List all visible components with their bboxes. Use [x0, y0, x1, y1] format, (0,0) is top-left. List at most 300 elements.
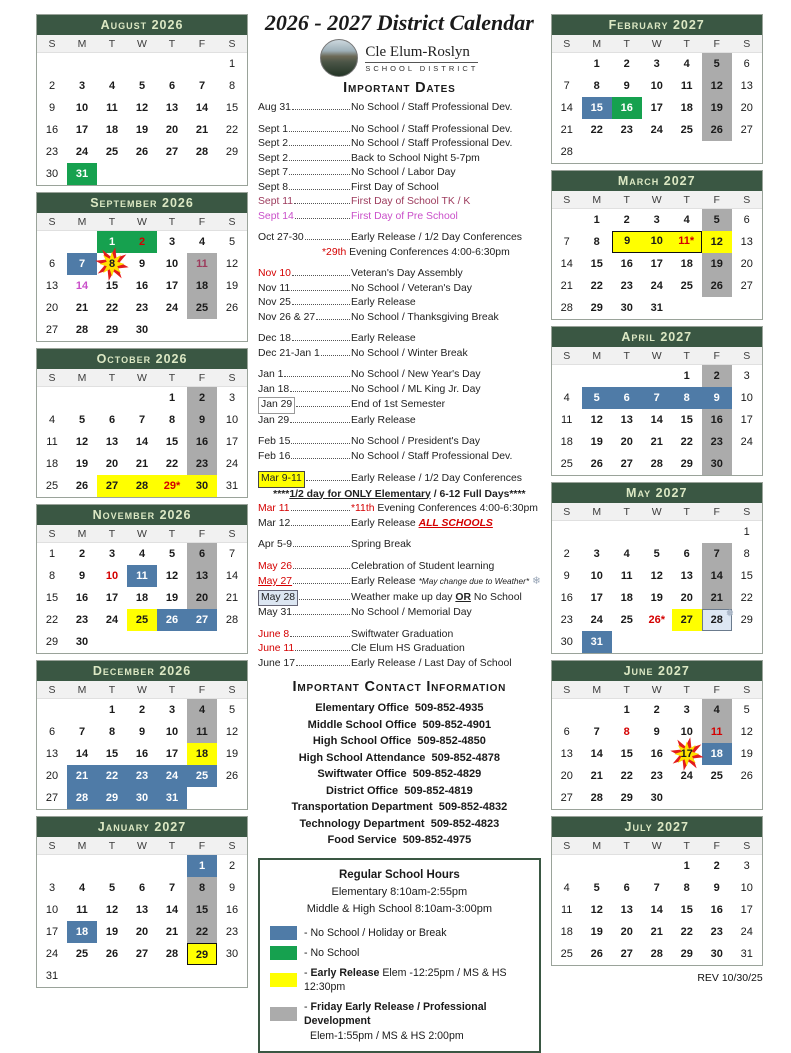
- day-cell: [127, 387, 157, 409]
- important-dates-list: [258, 101, 541, 671]
- day-cell: [642, 141, 672, 163]
- day-cell: 6: [48, 258, 56, 270]
- day-cell: [157, 319, 187, 341]
- day-cell: 7: [138, 414, 146, 426]
- weekday-label: M: [77, 372, 87, 384]
- day-cell: 1: [228, 58, 236, 70]
- day-cell: 18: [187, 275, 217, 297]
- day-cell: 11: [187, 253, 217, 275]
- dot-leader: [289, 145, 350, 146]
- contact-row: Technology Department 509-852-4823: [299, 817, 500, 830]
- day-cell: [582, 365, 612, 387]
- day-cell: [127, 631, 157, 653]
- day-cell: 3: [653, 214, 660, 226]
- date-left: [258, 606, 351, 621]
- day-cell: 4: [683, 214, 690, 226]
- day-cell: 29: [680, 458, 693, 470]
- day-cell: 13: [135, 904, 149, 916]
- dot-leader: [299, 599, 350, 600]
- day-cell: 4: [563, 392, 570, 404]
- day-cell: 12: [590, 414, 603, 426]
- dot-leader: [293, 568, 350, 569]
- date-desc: [351, 383, 481, 398]
- day-cell: 13: [165, 102, 179, 114]
- day-cell: 19: [702, 97, 732, 119]
- contact-row: Middle School Office 509-852-4901: [307, 718, 492, 731]
- day-cell: 19: [105, 926, 119, 938]
- weekday-label: S: [743, 684, 751, 696]
- day-cell: 6: [612, 387, 642, 409]
- important-date-row: [258, 231, 541, 246]
- day-cell: 30: [225, 948, 239, 960]
- date-desc-text: OR: [455, 591, 471, 603]
- date-left: [258, 657, 351, 672]
- weekday-label: S: [743, 38, 751, 50]
- important-date-row: [258, 296, 541, 311]
- day-number: 28: [710, 614, 723, 626]
- weekday-label: T: [168, 840, 176, 852]
- day-cell: 7: [67, 253, 97, 275]
- day-cell: [97, 631, 127, 653]
- day-cell: 3: [683, 704, 690, 716]
- day-cell: [187, 965, 217, 987]
- month-card-september-2026: [36, 192, 248, 342]
- day-cell: 20: [45, 770, 59, 782]
- contact-row: High School Office 509-852-4850: [312, 735, 486, 747]
- date-desc: [351, 231, 522, 246]
- day-cell: 21: [165, 926, 179, 938]
- right-month-column: [551, 14, 763, 1024]
- date-left: [258, 101, 351, 116]
- weekday-label: W: [651, 684, 662, 696]
- weekday-label: W: [137, 216, 147, 228]
- day-cell: [702, 787, 732, 809]
- weekday-label: S: [228, 38, 236, 50]
- day-cell: 24: [225, 458, 239, 470]
- date-desc-text: No School: [470, 591, 522, 603]
- weekday-label: S: [228, 684, 236, 696]
- legend-row: [270, 966, 529, 994]
- day-cell: 5: [228, 704, 236, 716]
- day-cell: 8: [593, 80, 600, 92]
- legend-text: Elem -12:25pm / MS & HS 12:30pm: [304, 966, 507, 993]
- day-cell: [642, 631, 672, 653]
- weekday-label: T: [168, 216, 176, 228]
- weekday-label: S: [743, 506, 751, 518]
- day-cell: 3: [78, 80, 86, 92]
- weekday-label: S: [48, 216, 56, 228]
- day-cell: 14: [702, 565, 732, 587]
- day-cell: 3: [593, 548, 600, 560]
- weekday-label: S: [743, 194, 751, 206]
- day-cell: 3: [168, 236, 176, 248]
- day-cell: [127, 53, 157, 75]
- day-cell: 23: [45, 146, 59, 158]
- month-grid: [552, 699, 762, 809]
- day-cell: 19: [75, 458, 89, 470]
- day-cell: 17: [75, 124, 89, 136]
- day-cell: 3: [108, 548, 116, 560]
- day-cell: 10: [105, 570, 119, 582]
- month-grid: [552, 209, 762, 319]
- day-cell: [217, 631, 247, 653]
- day-cell: 25: [75, 948, 89, 960]
- date-desc: [351, 517, 493, 532]
- weekday-label: M: [77, 840, 87, 852]
- important-date-row: [258, 517, 541, 532]
- day-cell: 25: [127, 609, 157, 631]
- day-cell: 17: [225, 436, 239, 448]
- weekday-header: [37, 525, 247, 543]
- day-number: 17: [680, 748, 693, 760]
- day-cell: 19: [225, 280, 239, 292]
- day-cell: 8: [228, 80, 236, 92]
- day-cell: 20: [620, 436, 633, 448]
- day-cell: 10: [165, 258, 179, 270]
- day-cell: 7: [642, 387, 672, 409]
- date-left: [258, 642, 351, 657]
- day-cell: 29: [590, 302, 603, 314]
- date-note: [258, 488, 541, 503]
- day-cell: 11: [106, 102, 118, 114]
- day-cell: 1: [743, 526, 750, 538]
- day-cell: 6: [683, 548, 690, 560]
- day-cell: 12: [740, 726, 753, 738]
- day-cell: 12: [650, 570, 663, 582]
- day-cell: [97, 965, 127, 987]
- weekday-label: W: [651, 840, 662, 852]
- day-cell: 29: [187, 943, 217, 965]
- date-desc: [351, 101, 512, 116]
- date-label: Sept 7: [258, 167, 289, 178]
- day-cell: 29: [105, 324, 119, 336]
- important-date-row: [258, 383, 541, 398]
- day-cell: 4: [683, 58, 690, 70]
- month-card-november-2026: [36, 504, 248, 654]
- weekday-header: [552, 837, 762, 855]
- day-cell: 23: [187, 453, 217, 475]
- day-cell: 9: [228, 882, 236, 894]
- legend-text: -: [304, 1000, 311, 1013]
- day-cell: 3: [653, 58, 660, 70]
- dot-leader: [291, 510, 350, 511]
- day-cell: 2: [78, 548, 86, 560]
- day-cell: 26: [225, 302, 239, 314]
- day-cell: 2: [623, 58, 630, 70]
- day-cell: 30: [45, 168, 59, 180]
- day-cell: 18: [560, 436, 573, 448]
- day-cell: [37, 387, 67, 409]
- day-cell: 3: [48, 882, 56, 894]
- day-cell: 5: [593, 882, 600, 894]
- day-cell: [37, 855, 67, 877]
- day-cell: [67, 965, 97, 987]
- date-left: [258, 231, 351, 246]
- day-cell: 22: [620, 770, 633, 782]
- day-cell: 10: [225, 414, 239, 426]
- day-cell: 26*: [648, 614, 665, 626]
- day-cell: [732, 787, 762, 809]
- important-date-row: [258, 166, 541, 181]
- day-cell: 30: [127, 787, 157, 809]
- contact-row: Transportation Department 509-852-4832: [291, 801, 508, 813]
- day-cell: 9: [138, 258, 146, 270]
- day-cell: 12: [75, 436, 89, 448]
- weekday-label: F: [198, 372, 206, 384]
- day-cell: [97, 253, 127, 275]
- date-desc-text: *11th: [351, 503, 375, 514]
- day-cell: 18: [105, 124, 119, 136]
- day-cell: 24: [590, 614, 603, 626]
- month-grid: [552, 521, 762, 653]
- day-cell: [672, 743, 702, 765]
- day-cell: 27: [165, 146, 179, 158]
- day-cell: 26: [740, 770, 753, 782]
- day-cell: 19: [740, 748, 753, 760]
- day-cell: 22: [680, 436, 693, 448]
- day-cell: 3: [743, 370, 750, 382]
- day-cell: [732, 141, 762, 163]
- legend-label: [304, 926, 447, 940]
- day-cell: 15: [225, 102, 239, 114]
- day-cell: 9: [563, 570, 570, 582]
- day-cell: 29: [620, 792, 633, 804]
- day-cell: 23: [702, 431, 732, 453]
- day-cell: [702, 297, 732, 319]
- day-cell: 25: [680, 124, 693, 136]
- month-card-june-2027: [551, 660, 763, 810]
- day-cell: 31: [157, 787, 187, 809]
- day-cell: 28: [650, 458, 663, 470]
- day-cell: 10: [590, 570, 603, 582]
- legend-row: [270, 946, 529, 960]
- month-grid: [37, 53, 247, 185]
- day-cell: 6: [138, 882, 146, 894]
- day-cell: 23: [560, 614, 573, 626]
- day-cell: 16: [560, 592, 573, 604]
- weekday-header: [552, 681, 762, 699]
- day-cell: 15: [680, 414, 693, 426]
- date-left: [258, 123, 351, 138]
- date-desc-text: / 6-12 Full Days****: [430, 488, 526, 500]
- day-cell: 9: [612, 231, 642, 253]
- weekday-label: T: [683, 840, 690, 852]
- day-cell: 21: [560, 124, 573, 136]
- day-cell: 4: [78, 882, 86, 894]
- day-cell: 10: [740, 882, 753, 894]
- contact-list: [258, 700, 541, 849]
- weekday-label: F: [198, 684, 206, 696]
- important-date-row: [258, 397, 541, 414]
- day-cell: 20: [187, 587, 217, 609]
- date-desc-text: First Day of School: [351, 181, 439, 193]
- day-cell: 2: [713, 860, 720, 872]
- day-cell: 5: [653, 548, 660, 560]
- date-desc: [351, 347, 468, 362]
- date-desc-text: Early Release: [351, 414, 416, 426]
- day-cell: [672, 521, 702, 543]
- day-cell: [187, 631, 217, 653]
- day-cell: 1: [683, 860, 690, 872]
- weekday-label: S: [743, 350, 751, 362]
- weekday-label: F: [198, 38, 206, 50]
- date-desc-text: Veteran's Day Assembly: [351, 268, 463, 279]
- day-cell: 21: [702, 587, 732, 609]
- day-cell: 1: [97, 231, 127, 253]
- day-cell: 14: [560, 258, 573, 270]
- month-grid: [37, 699, 247, 809]
- date-left: [258, 311, 351, 326]
- day-cell: 22: [680, 926, 693, 938]
- day-cell: [552, 365, 582, 387]
- day-cell: 12: [702, 231, 732, 253]
- day-cell: 28: [560, 302, 573, 314]
- day-cell: 13: [740, 236, 753, 248]
- day-cell: 28: [195, 146, 209, 158]
- day-cell: 9: [187, 409, 217, 431]
- page-title: 2026 - 2027 District Calendar: [264, 10, 534, 35]
- weekday-label: M: [77, 38, 87, 50]
- date-desc: [351, 560, 494, 575]
- day-cell: [217, 319, 247, 341]
- weekday-label: S: [48, 684, 56, 696]
- dot-leader: [316, 319, 350, 320]
- date-desc: [351, 538, 411, 553]
- day-cell: 8: [108, 726, 116, 738]
- weekday-label: W: [651, 350, 662, 362]
- day-cell: 17: [650, 258, 663, 270]
- day-cell: [37, 53, 67, 75]
- day-cell: 1: [48, 548, 56, 560]
- date-label: May 28: [258, 590, 298, 607]
- day-cell: 29: [45, 636, 59, 648]
- date-left: [258, 538, 351, 553]
- date-desc: [351, 606, 472, 621]
- day-cell: 27: [135, 948, 149, 960]
- weekday-label: S: [228, 216, 236, 228]
- day-cell: 18: [560, 926, 573, 938]
- date-desc: [351, 368, 481, 383]
- date-label: Jan 29: [258, 414, 290, 426]
- dot-leader: [292, 340, 350, 341]
- day-cell: [67, 231, 97, 253]
- day-cell: 9: [702, 387, 732, 409]
- day-cell: 30: [187, 475, 217, 497]
- date-desc-text: Early Release: [351, 297, 416, 308]
- district-logo: [258, 39, 541, 77]
- date-desc: [351, 414, 416, 429]
- day-cell: 9: [653, 726, 660, 738]
- legend-text: -: [304, 966, 311, 979]
- day-cell: 16: [135, 748, 149, 760]
- month-title: April 2027: [552, 327, 762, 347]
- weekday-label: W: [137, 372, 147, 384]
- weekday-label: M: [592, 684, 602, 696]
- day-cell: 17: [590, 592, 603, 604]
- important-date-row: [258, 311, 541, 326]
- day-cell: 31: [740, 948, 753, 960]
- day-cell: [612, 855, 642, 877]
- day-cell: 6: [48, 726, 56, 738]
- day-cell: 16: [135, 280, 149, 292]
- date-label: Jan 29: [258, 397, 295, 414]
- day-cell: 21: [560, 280, 573, 292]
- dot-leader: [284, 376, 350, 377]
- weekday-header: [37, 213, 247, 231]
- day-cell: 20: [105, 458, 119, 470]
- day-cell: [97, 163, 127, 185]
- day-cell: 22: [590, 124, 603, 136]
- logo-subtitle: SCHOOL DISTRICT: [365, 63, 479, 73]
- date-desc-text: Early Release: [351, 517, 419, 529]
- date-label: Dec 21-Jan 1: [258, 347, 320, 359]
- day-cell: 27: [45, 324, 59, 336]
- day-cell: 2: [228, 860, 236, 872]
- day-cell: 17: [165, 748, 179, 760]
- date-left: [258, 195, 351, 210]
- day-cell: 7: [593, 726, 600, 738]
- day-cell: 9: [713, 882, 720, 894]
- date-desc: [351, 398, 445, 413]
- day-cell: 1: [683, 370, 690, 382]
- day-cell: 13: [620, 904, 633, 916]
- dot-leader: [289, 160, 350, 161]
- weekday-label: T: [623, 684, 630, 696]
- day-cell: 29: [740, 614, 753, 626]
- day-cell: 6: [563, 726, 570, 738]
- day-cell: 17: [45, 926, 59, 938]
- dot-leader: [293, 546, 350, 547]
- important-date-row: [258, 181, 541, 196]
- legend-label: [304, 966, 529, 994]
- date-desc-text: Swiftwater Graduation: [351, 628, 454, 640]
- weekday-label: M: [77, 528, 87, 540]
- important-date-row: [258, 642, 541, 657]
- weekday-label: F: [713, 684, 720, 696]
- day-cell: 13: [187, 565, 217, 587]
- day-cell: 16: [75, 592, 89, 604]
- day-cell: 28: [67, 787, 97, 809]
- day-cell: 22: [97, 765, 127, 787]
- date-label: Jan 18: [258, 383, 290, 395]
- day-cell: [187, 787, 217, 809]
- weekday-label: T: [108, 38, 116, 50]
- day-cell: 7: [563, 236, 570, 248]
- day-cell: [642, 855, 672, 877]
- day-cell: 27: [672, 609, 702, 631]
- day-cell: 26: [702, 119, 732, 141]
- day-cell: 7: [563, 80, 570, 92]
- center-column: [248, 8, 551, 1042]
- date-desc-text: 1/2 day for ONLY Elementary: [289, 488, 431, 500]
- day-cell: 19: [165, 592, 179, 604]
- day-cell: 13: [560, 748, 573, 760]
- legend-row: [270, 1000, 529, 1028]
- day-cell: 19: [590, 436, 603, 448]
- day-cell: 25: [560, 948, 573, 960]
- weekday-label: T: [683, 506, 690, 518]
- day-cell: 12: [135, 102, 149, 114]
- important-date-row: [258, 450, 541, 465]
- day-cell: [217, 163, 247, 185]
- weekday-label: T: [168, 372, 176, 384]
- dot-leader: [289, 174, 350, 175]
- day-cell: 21: [650, 926, 663, 938]
- date-left: [258, 210, 351, 225]
- date-left: [258, 267, 351, 282]
- day-cell: [97, 855, 127, 877]
- day-cell: 6: [187, 543, 217, 565]
